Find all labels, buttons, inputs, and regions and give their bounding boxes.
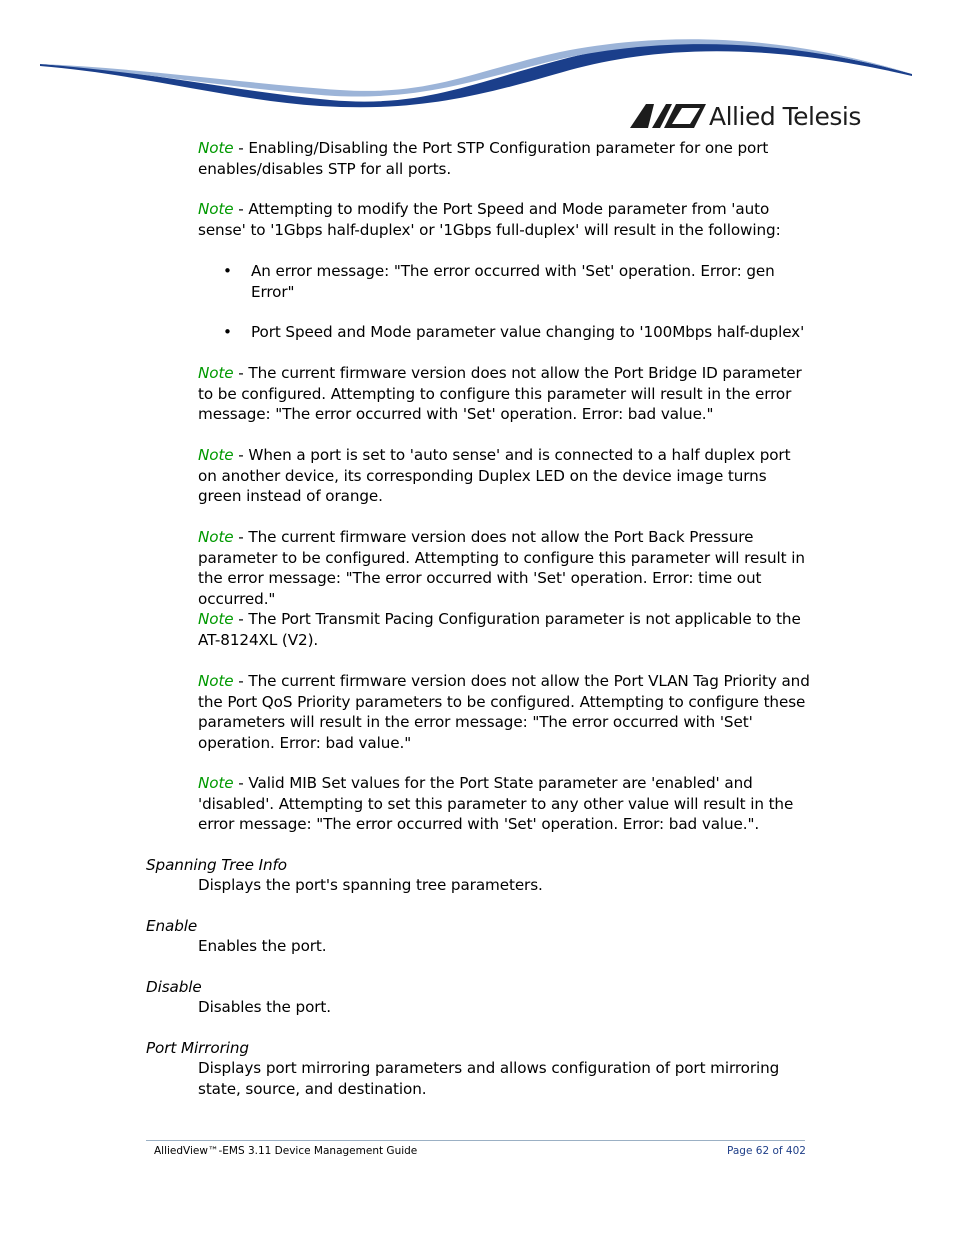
allied-telesis-logo: [630, 100, 861, 134]
footer-title: AlliedView™-EMS 3.11 Device Management Guide: [154, 1145, 418, 1157]
term-heading: Enable: [146, 917, 198, 935]
note-paragraph: [198, 445, 810, 507]
term-heading: Port Mirroring: [146, 1039, 249, 1057]
bullet-text: An error message: "The error occurred with 'Set' operation. Error: gen Error": [251, 262, 775, 301]
term-description: Enables the port.: [198, 937, 327, 955]
term-description: Displays the port's spanning tree parameters.: [198, 876, 543, 894]
note-paragraph: [198, 138, 810, 179]
note-text: - The Port Transmit Pacing Configuration parameter is not applicable to the AT-8124XL (V2).: [198, 610, 801, 649]
note-paragraph: [198, 527, 810, 609]
note-label: Note: [198, 446, 234, 464]
note-paragraph: [198, 199, 810, 240]
term-heading: Disable: [146, 978, 202, 996]
note-label: Note: [198, 528, 234, 546]
note-text: - When a port is set to 'auto sense' and is connected to a half duplex port on another device, its corresponding Duplex LED on the device image turns green instead of orange.: [198, 446, 791, 505]
note-paragraph: [198, 773, 810, 835]
term-heading: Spanning Tree Info: [146, 856, 287, 874]
page-number: Page 62 of 402: [727, 1145, 806, 1157]
bullet-icon: •: [223, 262, 232, 280]
note-text: - The current firmware version does not allow the Port Back Pressure parameter to be configured. Attempting to configure this parameter will result in the error message: "The error occurred with 'Set' operation. Error: time out occurred.": [198, 528, 805, 608]
note-label: Note: [198, 672, 234, 690]
note-label: Note: [198, 610, 234, 628]
bullet-text: Port Speed and Mode parameter value changing to '100Mbps half-duplex': [251, 323, 805, 341]
bullet-icon: •: [223, 323, 232, 341]
term-description: Displays port mirroring parameters and allows configuration of port mirroring state, source, and destination.: [198, 1059, 780, 1098]
note-paragraph: [198, 363, 810, 425]
note-paragraph: [198, 609, 810, 650]
note-text: - The current firmware version does not allow the Port Bridge ID parameter to be configured. Attempting to configure this parameter will result in the error message: "The error occurred with 'Set' operation. Error: bad value.": [198, 364, 802, 423]
note-text: - Attempting to modify the Port Speed and Mode parameter from 'auto sense' to '1Gbps half-duplex' or '1Gbps full-duplex' will result in the following:: [198, 200, 781, 239]
term-description: Disables the port.: [198, 998, 331, 1016]
footer-divider: [146, 1140, 805, 1141]
allied-telesis-logo-mark: [630, 102, 706, 132]
note-label: Note: [198, 139, 234, 157]
note-label: Note: [198, 364, 234, 382]
note-paragraph: [198, 671, 810, 753]
note-text: - Valid MIB Set values for the Port State parameter are 'enabled' and 'disabled'. Attempting to set this parameter to any other value will result in the error message: "The error occurred with 'Set' operation. Error: bad value.".: [198, 774, 794, 833]
logo-text: Allied Telesis: [709, 102, 861, 131]
note-text: - Enabling/Disabling the Port STP Configuration parameter for one port enables/disables STP for all ports.: [198, 139, 769, 178]
note-text: - The current firmware version does not allow the Port VLAN Tag Priority and the Port QoS Priority parameters to be configured. Attempting to configure these parameters will result in the error message: "The error occurred with 'Set' operation. Error: bad value.": [198, 672, 810, 752]
note-label: Note: [198, 774, 234, 792]
note-label: Note: [198, 200, 234, 218]
